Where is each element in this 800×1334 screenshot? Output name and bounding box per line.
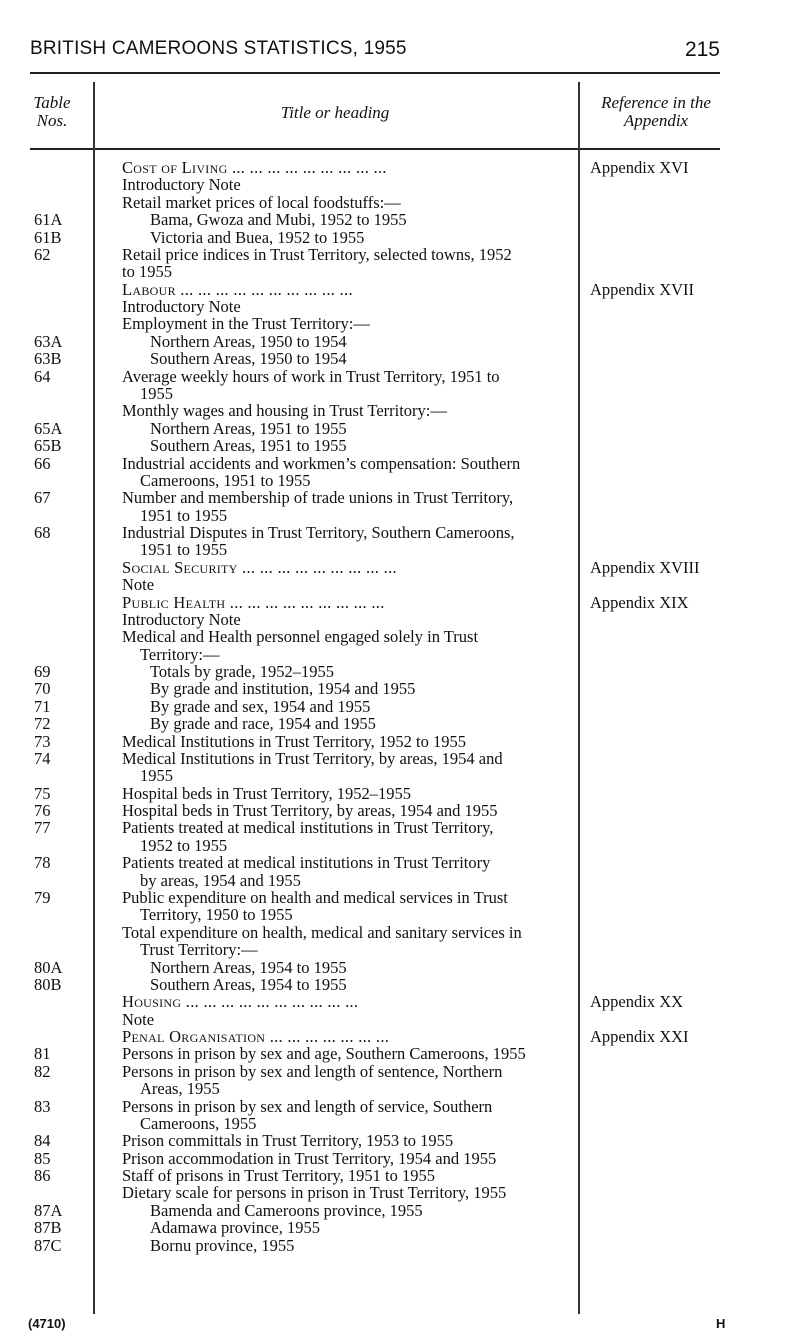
printer-code: (4710) [28, 1316, 66, 1331]
table-title: By grade and sex, 1954 and 1955 [150, 696, 371, 716]
table-title: Prison accommodation in Trust Territory, 1954 and 1955 [122, 1148, 497, 1168]
table-number: 70 [34, 679, 51, 699]
signature-mark: H [716, 1316, 726, 1331]
table-number: 64 [34, 366, 51, 386]
table-title: Number and membership of trade unions in Trust Territory, [122, 488, 514, 508]
column-heading-reference: Reference in the Appendix [601, 93, 711, 130]
table-column-headings [0, 82, 800, 147]
table-title: 1951 to 1955 [140, 540, 228, 560]
table-number: 69 [34, 662, 51, 681]
table-number: 61B [34, 227, 62, 247]
table-title: Persons in prison by sex and length of sentence, Northern [122, 1061, 503, 1081]
table-number: 82 [34, 1061, 51, 1081]
table-number: 87B [34, 1218, 62, 1238]
appendix-reference: Appendix XVII [590, 279, 695, 299]
table-title: Retail market prices of local foodstuffs:— [122, 192, 401, 212]
table-title: Medical Institutions in Trust Territory, by areas, 1954 and [122, 748, 503, 768]
table-number: 63A [34, 331, 63, 351]
section-heading: Public Health ... ... ... ... ... ... ... ... ... [122, 592, 385, 612]
section-heading: Labour ... ... ... ... ... ... ... ... ... ... [122, 279, 353, 299]
table-title: Cameroons, 1951 to 1955 [140, 470, 311, 490]
table-title: Bornu province, 1955 [150, 1235, 295, 1255]
table-title: Staff of prisons in Trust Territory, 1951 to 1955 [122, 1166, 435, 1185]
table-title: Northern Areas, 1951 to 1955 [150, 418, 347, 438]
page-header [30, 38, 720, 68]
table-title: 1955 [140, 383, 173, 403]
table-number: 63B [34, 349, 62, 369]
page-number: 215 [684, 38, 720, 61]
table-title: Introductory Note [122, 297, 241, 316]
table-number: 80A [34, 957, 63, 977]
appendix-reference: Appendix XXI [590, 1027, 689, 1046]
table-title: 1952 to 1955 [140, 835, 228, 855]
table-title: Southern Areas, 1950 to 1954 [150, 349, 347, 369]
table-title: 1951 to 1955 [140, 505, 228, 525]
table-number: 61A [34, 210, 63, 230]
table-number: 66 [34, 453, 51, 473]
table-title: Totals by grade, 1952–1955 [150, 662, 334, 681]
table-title: Introductory Note [122, 609, 241, 629]
table-title: Northern Areas, 1954 to 1955 [150, 957, 347, 977]
table-title: Areas, 1955 [140, 1079, 220, 1099]
table-title: Territory:— [140, 644, 220, 664]
table-title: Patients treated at medical institutions in Trust Territory, [122, 818, 494, 838]
appendix-reference: Appendix XIX [590, 592, 689, 612]
table-number: 71 [34, 696, 51, 716]
table-title: Territory, 1950 to 1955 [140, 905, 293, 925]
table-title: Dietary scale for persons in prison in Trust Territory, 1955 [122, 1183, 507, 1203]
table-number: 65A [34, 418, 63, 438]
table-title: to 1955 [122, 262, 172, 282]
table-number: 73 [34, 731, 51, 751]
table-number: 78 [34, 853, 51, 873]
table-number: 87A [34, 1200, 63, 1220]
table-number: 74 [34, 748, 51, 768]
table-number: 72 [34, 714, 51, 734]
table-number: 84 [34, 1131, 51, 1151]
table-number: 68 [34, 523, 51, 542]
table-number: 81 [34, 1044, 51, 1064]
table-number: 80B [34, 974, 62, 994]
column-divider-left [93, 82, 95, 1314]
column-heading-title: Title or heading [280, 103, 390, 122]
table-title: Note [122, 575, 155, 595]
table-title: Bama, Gwoza and Mubi, 1952 to 1955 [150, 210, 407, 230]
table-number: 85 [34, 1148, 51, 1168]
table-title: Industrial Disputes in Trust Territory, Southern Cameroons, [122, 523, 515, 542]
table-title: Northern Areas, 1950 to 1954 [150, 331, 347, 351]
table-title: Introductory Note [122, 175, 241, 195]
table-title: Industrial accidents and workmen’s compensation: Southern [122, 453, 521, 473]
table-title: Prison committals in Trust Territory, 1953 to 1955 [122, 1131, 454, 1151]
table-title: Cameroons, 1955 [140, 1113, 257, 1133]
table-title: Victoria and Buea, 1952 to 1955 [150, 227, 365, 247]
table-title: Hospital beds in Trust Territory, by areas, 1954 and 1955 [122, 801, 498, 821]
table-number: 77 [34, 818, 51, 838]
appendix-reference: Appendix XVIII [590, 557, 700, 577]
table-title: Bamenda and Cameroons province, 1955 [150, 1200, 423, 1220]
header-rule [30, 72, 720, 74]
heading-rule [30, 148, 720, 150]
table-title: Patients treated at medical institutions in Trust Territory [122, 853, 491, 873]
table-number: 65B [34, 436, 62, 456]
table-title: By grade and institution, 1954 and 1955 [150, 679, 416, 699]
table-number: 62 [34, 244, 51, 264]
table-title: Retail price indices in Trust Territory, selected towns, 1952 [122, 244, 512, 264]
table-number: 86 [34, 1166, 51, 1185]
table-number: 76 [34, 801, 51, 821]
appendix-reference: Appendix XVI [590, 158, 689, 177]
table-title: Medical Institutions in Trust Territory, 1952 to 1955 [122, 731, 466, 751]
table-title: Employment in the Trust Territory:— [122, 314, 370, 334]
table-title: 1955 [140, 766, 173, 786]
table-title: By grade and race, 1954 and 1955 [150, 714, 376, 734]
table-number: 67 [34, 488, 51, 508]
table-title: Total expenditure on health, medical and sanitary services in [122, 922, 522, 942]
table-title: by areas, 1954 and 1955 [140, 870, 301, 890]
appendix-reference: Appendix XX [590, 992, 684, 1012]
table-title: Southern Areas, 1951 to 1955 [150, 436, 347, 456]
table-title: Medical and Health personnel engaged solely in Trust [122, 627, 479, 647]
table-title: Adamawa province, 1955 [150, 1218, 320, 1238]
running-title: BRITISH CAMEROONS STATISTICS, 1955 [30, 38, 407, 59]
section-heading: Cost of Living ... ... ... ... ... ... ... ... ... [122, 158, 387, 177]
table-number: 79 [34, 888, 51, 907]
table-title: Persons in prison by sex and age, Southern Cameroons, 1955 [122, 1044, 526, 1064]
table-number: 83 [34, 1096, 51, 1116]
table-title: Average weekly hours of work in Trust Territory, 1951 to [122, 366, 500, 386]
table-title: Note [122, 1009, 155, 1029]
table-number: 75 [34, 783, 51, 803]
column-heading-table-nos: Table Nos. [33, 93, 71, 130]
table-title: Southern Areas, 1954 to 1955 [150, 974, 347, 994]
table-title: Hospital beds in Trust Territory, 1952–1955 [122, 783, 411, 803]
section-heading: Social Security ... ... ... ... ... ... ... ... ... [122, 557, 397, 577]
table-title: Public expenditure on health and medical services in Trust [122, 888, 508, 907]
section-heading: Housing ... ... ... ... ... ... ... ... ... ... [122, 992, 359, 1012]
table-title: Trust Territory:— [140, 940, 258, 960]
table-number: 87C [34, 1235, 62, 1255]
table-title: Persons in prison by sex and length of service, Southern [122, 1096, 493, 1116]
table-title: Monthly wages and housing in Trust Territory:— [122, 401, 447, 421]
section-heading: Penal Organisation ... ... ... ... ... ... ... [122, 1027, 390, 1046]
